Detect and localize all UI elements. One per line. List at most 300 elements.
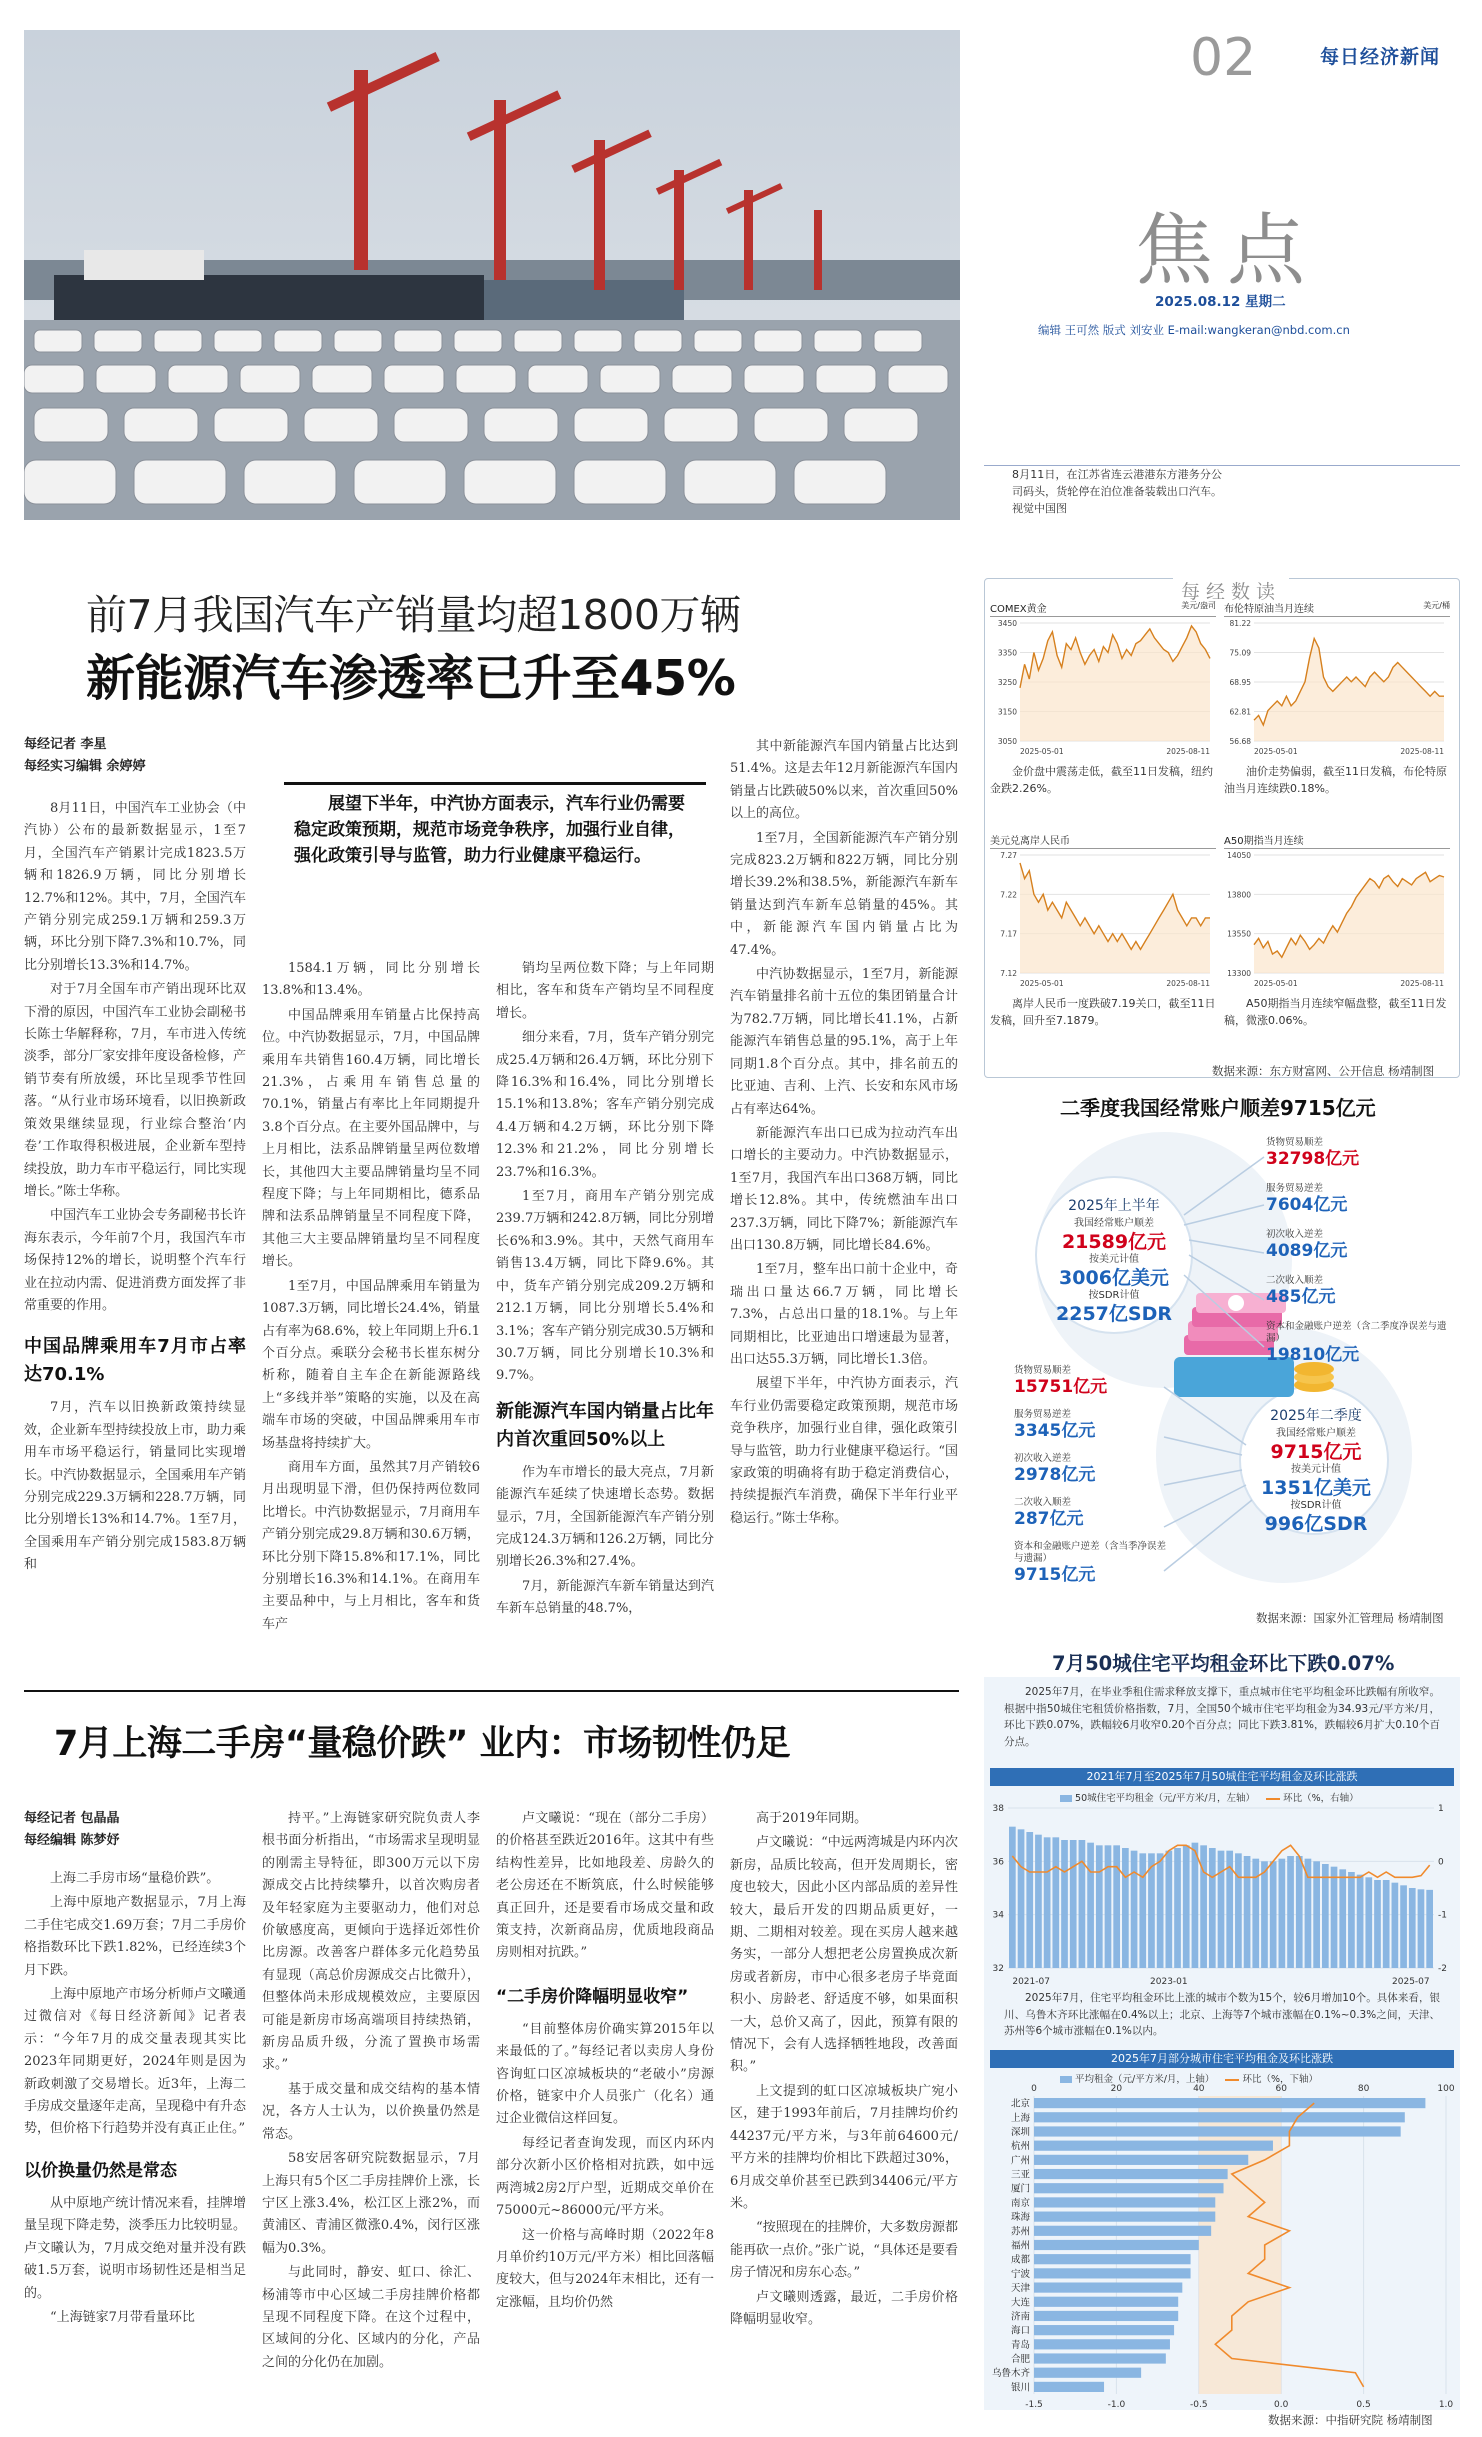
paragraph: 7月，汽车以旧换新政策持续显效，企业新车型持续投放上市，助力乘用车市场平稳运行，销量同比实现增长。中汽协数据显示，全国乘用车产销分别完成229.3万辆和228.7万辆，同比分别增长13%和14.7%。1至7月，全国乘用车产销分别完成1583.8万辆和	[24, 1400, 246, 1573]
city-rent-bar	[1034, 2240, 1199, 2250]
city-rent-bar	[1034, 2197, 1215, 2207]
article1-col1	[24, 798, 246, 1579]
mini-chart-caption: 离岸人民币一度跌破7.19关口，截至11日发稿，回升至7.1879。	[990, 997, 1216, 1027]
rent-bar	[1426, 1890, 1433, 1968]
rent-bar	[1044, 1837, 1051, 1968]
city-label: 南京	[1010, 2197, 1030, 2209]
paragraph: 1584.1万辆，同比分别增长13.8%和13.4%。	[262, 961, 480, 999]
y-tick-label: 3250	[997, 678, 1017, 687]
rent-mid-text: 2025年7月，住宅平均租金环比上涨的城市个数为15个，较6月增加10个。具体来看，银川、乌鲁木齐环比涨幅在0.4%以上；北京、上海等7个城市涨幅在0.1%~0.3%之间，天津、苏州等6个城市涨幅在0.1%以内。	[1004, 1992, 1440, 2037]
mini-chart-header	[1224, 832, 1450, 849]
article2-subhead-2: “二手房价降幅明显收窄”	[496, 1986, 689, 2007]
legend-line2-swatch	[1225, 2079, 1239, 2081]
city-label: 北京	[1010, 2098, 1030, 2110]
mini-chart-unit: 美元/桶	[1423, 601, 1450, 610]
article2-col1	[24, 1868, 246, 2331]
paragraph: 卢文曦则透露，最近，二手房价格降幅明显收窄。	[730, 2289, 958, 2327]
pull-quote	[284, 782, 706, 875]
paragraph: 其中新能源汽车国内销量占比达到51.4%。这是去年12月新能源汽车国内销量占比跌破50%以来，首次重回50%以上的高位。	[730, 739, 958, 822]
summary-caption: 按美元计值	[1089, 1254, 1139, 1265]
article2-col3	[496, 1808, 714, 2316]
y-tick-label: 34	[992, 1910, 1004, 1921]
q2-summary	[1246, 1405, 1386, 1535]
city-rent-bar	[1034, 2212, 1215, 2222]
rent-bar	[1200, 1845, 1207, 1968]
breakdown-label: 二次收入顺差	[1014, 1497, 1072, 1508]
rent-bar	[1209, 1848, 1216, 1968]
section-title: 焦点	[1135, 206, 1320, 296]
rent-bar	[1192, 1843, 1199, 1968]
article2-title: 7月上海二手房“量稳价跌” 业内：市场韧性仍足	[54, 1724, 791, 1764]
paragraph: 中国品牌乘用车销量占比保持高位。中汽协数据显示，7月，中国品牌乘用车共销售160.4万辆，同比增长21.3%，占乘用车销售总量的70.1%，销量占有率比上年同期提升3.8个百分点。在主要外国品牌中，与上月相比，法系品牌销量呈两位数增长，其他四大主要品牌销量均呈不同程度下降；与上年同期相比，德系品牌和法系品牌销量呈不同程度下降，其他三大主要品牌销量均呈不同程度增长。	[262, 1007, 480, 1270]
paragraph: 上海中原地产数据显示，7月上海二手住宅成交1.69万套；7月二手房价格指数环比下跌1.82%，已经连续3个月下跌。	[24, 1895, 246, 1978]
paragraph: 中国汽车工业协会专务副秘书长许海东表示，今年前7个月，我国汽车市场保持12%的增长，说明整个汽车行业在拉动内需、促进消费方面发挥了非常重要的作用。	[24, 1208, 246, 1313]
issue-date: 2025.08.12 星期二	[1155, 294, 1286, 310]
breakdown-item	[1014, 1497, 1174, 1529]
paragraph: 8月11日，中国汽车工业协会（中汽协）公布的最新数据显示，1至7月，全国汽车产销累计完成1823.5万辆和1826.9万辆，同比分别增长12.7%和12%。其中，7月，全国汽车产销分别完成259.1万辆和259.3万辆，环比分别下降7.3%和10.7%，同比分别增长13.3%和14.7%。	[24, 801, 246, 973]
breakdown-label: 服务贸易逆差	[1014, 1409, 1072, 1420]
city-rent-bar	[1034, 2141, 1273, 2151]
rent-bar	[1261, 1861, 1268, 1968]
port-photo-drawing	[24, 30, 960, 520]
y2-tick-label: 0	[1438, 1857, 1444, 1868]
x-tick-label: 2025-08-11	[1400, 979, 1444, 988]
rent-chart2-legend-line: 环比（%，下轴）	[1242, 2074, 1319, 2085]
breakdown-item	[1266, 1183, 1460, 1215]
breakdown-value: 4089亿元	[1266, 1241, 1348, 1261]
breakdown-label: 初次收入逆差	[1014, 1453, 1072, 1464]
rent-bar	[1105, 1845, 1112, 1968]
city-label: 广州	[1010, 2155, 1030, 2167]
article1-col3	[496, 958, 714, 1623]
x-tick-label: 2025-05-01	[1254, 747, 1298, 756]
h1-breakdown	[1266, 1137, 1460, 1379]
y-tick-label: 7.27	[1000, 851, 1017, 860]
article1-col1-body-b	[24, 1397, 246, 1576]
city-label: 成都	[1010, 2254, 1030, 2266]
paragraph: 1至7月，中国品牌乘用车销量为1087.3万辆，同比增长24.4%，销量占有率为68.6%，较上年同期上升6.1个百分点。乘联分会秘书长崔东树分析称，随着自主车企在新能源路线上“多线并举”策略的实施，以及在高端车市场的突破，中国品牌乘用车市场基盘将持续扩大。	[262, 1278, 480, 1451]
rent-bar	[1244, 1856, 1251, 1968]
y-tick-label: 36	[992, 1857, 1004, 1868]
x-tick-label: 2025-07	[1392, 1977, 1430, 1987]
x-bottom-tick-label: -0.5	[1190, 2400, 1208, 2410]
breakdown-item	[1266, 1229, 1460, 1261]
breakdown-item	[1014, 1453, 1174, 1485]
x-bottom-tick-label: 0.0	[1274, 2400, 1289, 2410]
mini-chart-header	[990, 600, 1216, 617]
rent-source: 数据来源：中指研究院 杨靖制图	[1268, 2413, 1433, 2427]
summary-caption: 我国经常账户顺差	[1074, 1218, 1154, 1229]
article2-subhead-1: 以价换量仍然是常态	[24, 2160, 177, 2181]
summary-caption: 我国经常账户顺差	[1276, 1428, 1356, 1439]
x-top-tick-label: 80	[1357, 2084, 1370, 2094]
q2-breakdown	[1014, 1365, 1174, 1597]
article2-reporter: 每经记者 包晶晶	[24, 1811, 120, 1826]
city-label: 苏州	[1010, 2226, 1030, 2238]
paragraph: 1至7月，全国新能源汽车产销分别完成823.2万辆和822万辆，同比分别增长39.2%和38.5%，新能源汽车新车销量达到汽车新车总销量的45%。其中，新能源汽车国内销量占比为47.4%。	[730, 830, 958, 958]
x-bottom-tick-label: -1.0	[1107, 2400, 1126, 2410]
infographic	[984, 1125, 1460, 1605]
article1-col2	[262, 958, 480, 1638]
city-label: 青岛	[1010, 2339, 1030, 2351]
paragraph: 上海二手房市场“量稳价跌”。	[50, 1871, 220, 1886]
rent-bar	[1035, 1835, 1042, 1968]
y-tick-label: 38	[992, 1804, 1004, 1814]
summary-value: 9715亿元	[1270, 1441, 1362, 1463]
page-number: 02	[1190, 28, 1257, 88]
rent-bar	[1131, 1851, 1138, 1968]
article1-title-line1: 前7月我国汽车产销量均超1800万辆	[86, 591, 741, 639]
photo-caption: 8月11日，在江苏省连云港港东方港务分公司码头，货轮停在泊位准备装载出口汽车。 视觉中国图	[1012, 468, 1222, 515]
mini-chart-plot	[990, 849, 1216, 989]
breakdown-value: 19810亿元	[1266, 1345, 1360, 1365]
rent-bar	[1087, 1843, 1094, 1968]
mini-chart-caption: 油价走势偏弱，截至11日发稿，布伦特原油当月连续跌0.18%。	[1224, 765, 1447, 795]
article2-col4-body	[730, 1808, 958, 2331]
h1-summary	[1044, 1195, 1184, 1325]
summary-value: 996亿SDR	[1264, 1513, 1368, 1535]
rent-chart2-title: 2025年7月部分城市住宅平均租金及环比涨跌	[990, 2050, 1454, 2068]
city-rent-bar	[1034, 2282, 1182, 2292]
paragraph: 商用车方面，虽然其7月产销较6月出现明显下滑，但仍保持两位数同比增长。中汽协数据显示，7月商用车产销分别完成29.8万辆和30.6万辆，环比分别下降15.8%和17.1%，同比分别增长16.3%和14.1%。在商用车主要品种中，与上月相比，客车和货车产	[262, 1459, 480, 1632]
paragraph: “目前整体房价确实算2015年以来最低的了。”每经记者以卖房人身份咨询虹口区凉城板块的“老破小”房源价格，链家中介人员张广（化名）通过企业微信这样回复。	[496, 2021, 714, 2127]
mini-chart	[1224, 600, 1450, 797]
rent-bar	[1305, 1859, 1312, 1968]
rent-bar	[1409, 1888, 1416, 1968]
article1-col2-body	[262, 958, 480, 1636]
mini-chart-plot	[1224, 617, 1450, 757]
rent-trend-chart	[984, 1800, 1460, 1990]
paragraph: 58安居客研究院数据显示，7月上海只有5个区二手房挂牌价上涨，长宁区上涨3.4%，松江区上涨2%，而黄浦区、青浦区微涨0.4%，闵行区涨幅为0.3%。	[262, 2151, 480, 2256]
city-label: 乌鲁木齐	[991, 2368, 1030, 2380]
paragraph: 持平。”上海链家研究院负责人李根书面分析指出，“市场需求呈现明显的刚需主导特征，即300万元以下房源成交占比持续攀升，以首次购房者及年轻家庭为主要驱动力，他们对总价敏感度高，更倾向于选择近郊性价比房源。改善客户群体多元化趋势虽有显现（高总价房源成交占比微升），但整体尚未形成规模效应，主要原因可能是新房市场高端项目持续热销，新房品质升级，分流了置换市场需求。”	[262, 1811, 480, 2073]
rent-chart2-legend-bar: 平均租金（元/平方米/月，上轴）	[1075, 2074, 1215, 2085]
article2-col4	[730, 1808, 958, 2333]
city-rent-bar	[1034, 2112, 1405, 2122]
rent-bar	[1165, 1851, 1172, 1968]
y-tick-label: 7.12	[1000, 969, 1017, 978]
rent-title: 7月50城住宅平均租金环比下跌0.07%	[1052, 1652, 1395, 1675]
breakdown-value: 287亿元	[1014, 1509, 1084, 1529]
rent-bar	[1009, 1827, 1016, 1968]
y-tick-label: 13300	[1227, 969, 1251, 978]
editor-line: 编辑 王可然 版式 刘安业 E-mail:wangkeran@nbd.com.cn	[1038, 323, 1350, 337]
article1-subhead-2: 新能源汽车国内销量占比年内首次重回50%以上	[496, 1400, 714, 1450]
city-rent-bar	[1034, 2368, 1141, 2378]
paper-name: 每日经济新闻	[1320, 46, 1441, 68]
rent-bar	[1139, 1853, 1146, 1968]
article1-editor: 每经实习编辑 余婷婷	[24, 759, 146, 774]
rent-bar	[1122, 1848, 1129, 1968]
breakdown-value: 3345亿元	[1014, 1421, 1096, 1441]
article2-editor: 每经编辑 陈梦妤	[24, 1833, 120, 1848]
x-top-tick-label: 0	[1031, 2084, 1037, 2094]
mini-chart-name: 美元兑离岸人民币	[990, 836, 1070, 847]
y-tick-label: 3150	[997, 707, 1017, 717]
y2-tick-label: -1	[1438, 1910, 1447, 1921]
rent-bar	[1235, 1853, 1242, 1968]
data-panel-source: 数据来源：东方财富网、公开信息 杨靖制图	[1212, 1064, 1435, 1078]
city-rent-bar	[1034, 2126, 1401, 2136]
x-top-tick-label: 20	[1110, 2084, 1123, 2094]
section-divider	[24, 1690, 959, 1692]
breakdown-value: 7604亿元	[1266, 1195, 1348, 1215]
article2-col3-body	[496, 1808, 714, 1965]
paragraph: 高于2019年同期。	[756, 1811, 868, 1826]
paragraph: 基于成交量和成交结构的基本情况，各方人士认为，以价换量仍然是常态。	[262, 2081, 480, 2142]
y-tick-label: 13550	[1227, 929, 1251, 939]
summary-caption: 按美元计值	[1291, 1464, 1341, 1475]
city-label: 福州	[1010, 2240, 1030, 2252]
city-rent-bar	[1034, 2155, 1248, 2165]
article1-col4	[730, 736, 958, 1532]
mini-chart	[990, 832, 1216, 1029]
city-label: 海口	[1010, 2325, 1030, 2337]
x-top-tick-label: 60	[1275, 2084, 1287, 2094]
y-tick-label: 13800	[1227, 890, 1251, 900]
article2-col2	[262, 1808, 480, 2376]
breakdown-label: 货物贸易顺差	[1266, 1137, 1324, 1148]
breakdown-value: 485亿元	[1266, 1287, 1336, 1307]
city-rent-bar	[1034, 2339, 1170, 2349]
rent-bar	[1348, 1872, 1355, 1968]
rent-city-chart	[984, 2082, 1460, 2412]
y-tick-label: 75.09	[1229, 648, 1251, 658]
breakdown-value: 2978亿元	[1014, 1465, 1096, 1485]
paragraph: 1至7月，商用车产销分别完成239.7万辆和242.8万辆，同比分别增长6%和3.9%。其中，天然气商用车销售13.4万辆，同比下降9.6%。其中，货车产销分别完成209.2万辆和212.1万辆，同比分别增长5.4%和3.1%；客车产销分别完成30.5万辆和30.7万辆，同比分别增长10.3%和9.7%。	[496, 1189, 714, 1384]
mini-chart-name: A50期指当月连续	[1224, 836, 1304, 847]
rent-bar	[1322, 1864, 1329, 1968]
city-label: 上海	[1010, 2112, 1030, 2124]
rent-bar	[1174, 1848, 1181, 1968]
y-tick-label: 32	[992, 1964, 1004, 1974]
series-area	[1020, 626, 1210, 741]
city-rent-bar	[1034, 2353, 1166, 2363]
breakdown-value: 9715亿元	[1014, 1565, 1096, 1585]
y-tick-label: 3050	[997, 737, 1017, 746]
article2-col1-body-b	[24, 2193, 246, 2329]
paragraph: 上海中原地产市场分析师卢文曦通过微信对《每日经济新闻》记者表示：“今年7月的成交量表现其实比2023年同期更好，2024年则是因为新政刺激了交易增长。近3年，上海二手房成交量逐年走高，呈现稳中有升态势，但价格下行趋势并没有真正止住。”	[24, 1987, 246, 2137]
paragraph: 1至7月，整车出口前十企业中，奇瑞出口量达66.7万辆，同比增长7.3%，占总出口量的18.1%。与上年同期相比，比亚迪出口增速最为显著，出口达55.3万辆，同比增长1.3倍。	[730, 1262, 958, 1367]
x-tick-label: 2025-05-01	[1254, 979, 1298, 988]
rent-bar	[1383, 1880, 1390, 1968]
paragraph: 卢文曦说：“现在（部分二手房）的价格甚至跌近2016年。这其中有些结构性差异，比如地段差、房龄久的老公房还在不断筑底，什么时候能够真正回升，还是要看市场成交量和政策支持，次新商品房，优质地段商品房则相对抗跌。”	[496, 1811, 714, 1961]
mini-chart-plot	[990, 617, 1216, 757]
rent-bar	[1400, 1885, 1407, 1968]
y-tick-label: 7.17	[1000, 929, 1017, 939]
article1-col3-body	[496, 958, 714, 1388]
paragraph: 从中原地产统计情况来看，挂牌增量呈现下降走势，淡季压力比较明显。卢文曦认为，7月成交绝对量并没有跌破1.5万套，说明市场韧性还是相当足的。	[24, 2195, 246, 2301]
rent-bar	[1339, 1869, 1346, 1968]
paragraph: 细分来看，7月，货车产销分别完成25.4万辆和26.4万辆，环比分别下降16.3%和16.4%，同比分别增长15.1%和13.8%；客车产销分别完成4.4万辆和4.2万辆，环比分别下降12.3%和21.2%，同比分别增长23.7%和16.3%。	[496, 1030, 714, 1180]
city-label: 珠海	[1010, 2212, 1030, 2224]
summary-value: 3006亿美元	[1059, 1267, 1169, 1289]
port-photo	[24, 30, 960, 520]
rent-bar	[1357, 1875, 1364, 1968]
rent-bar	[1270, 1861, 1277, 1968]
x-bottom-tick-label: 0.5	[1356, 2400, 1371, 2410]
breakdown-label: 货物贸易顺差	[1014, 1365, 1072, 1376]
article1-title-line2: 新能源汽车渗透率已升至45%	[86, 650, 736, 707]
mini-chart-header	[1224, 600, 1450, 617]
city-label: 宁波	[1010, 2268, 1030, 2280]
paragraph: 新能源汽车出口已成为拉动汽车出口增长的主要动力。中汽协数据显示，1至7月，我国汽车出口368万辆，同比增长12.8%。其中，传统燃油车出口237.3万辆，同比下降7%；新能源汽车出口130.8万辆，同比增长84.6%。	[730, 1125, 958, 1253]
rent-bar	[1218, 1851, 1225, 1968]
breakdown-value: 32798亿元	[1266, 1149, 1360, 1169]
rent-intro: 2025年7月，在毕业季租住需求释放支撑下，重点城市住宅平均租金环比跌幅有所收窄。根据中指50城住宅租赁价格指数，7月，全国50个城市住宅平均租金为34.93元/平方米/月，环比下跌0.07%，跌幅较6月收窄0.20个百分点；同比下跌3.81%，跌幅较6月扩大0.10个百分点。	[1004, 1686, 1440, 1748]
rent-bar	[1052, 1837, 1059, 1968]
paragraph: 对于7月全国车市产销出现环比双下滑的原因，中国汽车工业协会副秘书长陈士华解释称，7月，车市进入传统淡季，部分厂家安排年度设备检修，产销节奏有所放缓，环比呈现季节性回落。“从行业市场环境看，以旧换新政策效果继续显现，行业综合整治‘内卷’工作取得积极进展，企业新车型持续投放，助力车市平稳运行，同比实现增长。”陈士华称。	[24, 982, 246, 1199]
summary-value: 21589亿元	[1061, 1231, 1167, 1253]
rent-bar	[1392, 1883, 1399, 1968]
rent-bar	[1113, 1845, 1120, 1968]
breakdown-label: 初次收入逆差	[1266, 1229, 1324, 1240]
city-label: 济南	[1010, 2311, 1030, 2323]
breakdown-value: 15751亿元	[1014, 1377, 1108, 1397]
rent-bar	[1070, 1840, 1077, 1968]
breakdown-item	[1266, 1137, 1460, 1169]
mini-chart-header	[990, 832, 1216, 849]
city-label: 三亚	[1010, 2169, 1030, 2181]
data-panel-title: 每经数读	[1173, 577, 1289, 604]
paragraph: 中汽协数据显示，1至7月，新能源汽车销量排名前十五位的集团销量合计为782.7万辆，同比增长41.1%，占新能源汽车销售总量的95.1%，高于上年同期1.8个百分点。其中，排名前五的比亚迪、吉利、上汽、长安和东风市场占有率达64%。	[730, 967, 958, 1117]
rent-bar	[1374, 1880, 1381, 1968]
paragraph: 7月，新能源汽车新车销量达到汽车新车总销量的48.7%，	[496, 1578, 714, 1617]
paragraph: 销均呈两位数下降；与上年同期相比，客车和货车产销均呈不同程度增长。	[496, 961, 714, 1021]
summary-label: 2025年上半年	[1068, 1198, 1160, 1214]
paragraph: 卢文曦说：“中远两湾城是内环内次新房，品质比较高，但开发周期长，密度也较大，因此小区内部品质的差异性较大，最后开发的四期品质更好，一期、二期相对较差。现在买房人越来越务实，一部分人想把老公房置换成次新房或者新房，市中心很多老房子毕竟面积小、房龄老、舒适度不够，如果面积一大，总价又高了，因此，预算有限的情况下，会有人选择牺牲地段，改善面积。”	[730, 1835, 958, 2075]
series-area	[1254, 872, 1444, 973]
city-rent-bar	[1034, 2382, 1104, 2392]
article1-subhead-1: 中国品牌乘用车7月市占率达70.1%	[24, 1336, 246, 1386]
x-tick-label: 2025-05-01	[1020, 747, 1064, 756]
y2-tick-label: -2	[1438, 1964, 1447, 1974]
rent-chart1-title: 2021年7月至2025年7月50城住宅平均租金及环比涨跌	[990, 1768, 1454, 1786]
x-tick-label: 2021-07	[1012, 1977, 1050, 1987]
mini-chart-unit: 美元/盎司	[1181, 601, 1216, 610]
paragraph: 与此同时，静安、虹口、徐汇、杨浦等市中心区域二手房挂牌价格都呈现不同程度下降。在这个过程中，区域间的分化、区域内的分化，产品之间的分化仍在加剧。	[262, 2265, 480, 2370]
rent-bar	[1365, 1877, 1372, 1968]
city-rent-bar	[1034, 2268, 1191, 2278]
y-tick-label: 7.22	[1000, 890, 1017, 900]
mini-chart-caption: A50期指当月连续窄幅盘整，截至11日发稿，微涨0.06%。	[1224, 997, 1447, 1027]
infographic-title: 二季度我国经常账户顺差9715亿元	[1060, 1096, 1376, 1120]
city-rent-bar	[1034, 2325, 1174, 2335]
mini-chart-plot	[1224, 849, 1450, 989]
city-label: 杭州	[1010, 2141, 1030, 2153]
y2-tick-label: 1	[1438, 1804, 1444, 1814]
rent-bar	[1157, 1853, 1164, 1968]
paragraph: 上文提到的虹口区凉城板块广宛小区，建于1993年前后，7月挂牌均价约44237元/平方米，与3年前64600元/平方米的挂牌均价相比下跌超过30%，6月成交单价甚至已跌到34406元/平方米。	[730, 2083, 958, 2211]
series-area	[1254, 639, 1444, 742]
mini-chart	[1224, 832, 1450, 1029]
article1-reporter: 每经记者 李星	[24, 737, 107, 752]
rent-bar	[1096, 1845, 1103, 1968]
y-tick-label: 68.95	[1229, 678, 1251, 687]
y-tick-label: 3350	[997, 648, 1017, 658]
y-tick-label: 3450	[997, 619, 1017, 628]
city-label: 天津	[1010, 2283, 1030, 2295]
breakdown-label: 资本和金融账户逆差（含二季度净误差与遗漏）	[1266, 1321, 1447, 1344]
rent-bar	[1287, 1856, 1294, 1968]
paragraph: 作为车市增长的最大亮点，7月新能源汽车延续了快速增长态势。数据显示，7月，全国新能源汽车产销分别完成124.3万辆和126.2万辆，同比分别增长26.3%和27.4%。	[496, 1464, 714, 1570]
rent-chart1-legend-line: 环比（%，右轴）	[1283, 1793, 1359, 1804]
city-rent-bar	[1034, 2254, 1191, 2264]
x-top-tick-label: 40	[1193, 2084, 1205, 2094]
article1-col1-body	[24, 798, 246, 1317]
x-top-tick-label: 100	[1437, 2084, 1455, 2094]
y-tick-label: 62.81	[1229, 707, 1251, 717]
x-tick-label: 2023-01	[1150, 1977, 1188, 1987]
rent-bar	[1079, 1840, 1086, 1968]
city-rent-bar	[1034, 2169, 1228, 2179]
rent-bar	[1279, 1859, 1286, 1968]
mini-chart-name: COMEX黄金	[990, 604, 1047, 615]
paragraph: 这一价格与高峰时期（2022年8月单价约10万元/平方米）相比回落幅度较大，但与2024年末相比，还有一定涨幅，且均价仍然	[496, 2227, 714, 2310]
city-label: 深圳	[1010, 2126, 1030, 2138]
y-tick-label: 56.68	[1229, 737, 1251, 746]
city-label: 大连	[1010, 2297, 1030, 2309]
x-bottom-tick-label: 1.0	[1438, 2400, 1454, 2410]
rent-bar	[1296, 1856, 1303, 1968]
summary-value: 2257亿SDR	[1056, 1303, 1172, 1325]
mini-chart	[990, 600, 1216, 797]
city-label: 银川	[1010, 2382, 1030, 2394]
infographic-source: 数据来源：国家外汇管理局 杨靖制图	[1256, 1611, 1444, 1625]
y-tick-label: 81.22	[1229, 619, 1251, 628]
breakdown-label: 服务贸易逆差	[1266, 1183, 1324, 1194]
city-label: 厦门	[1010, 2183, 1030, 2195]
rent-bar	[1331, 1867, 1338, 1968]
mini-chart-name: 布伦特原油当月连续	[1224, 604, 1314, 615]
article2-col1-body	[24, 1868, 246, 2141]
city-label: 合肥	[1010, 2354, 1030, 2366]
breakdown-label: 二次收入顺差	[1266, 1275, 1324, 1286]
article1-col3-body-b	[496, 1462, 714, 1621]
city-rent-bar	[1034, 2226, 1211, 2236]
breakdown-label: 资本和金融账户逆差（含当季净误差与遗漏）	[1014, 1541, 1167, 1564]
paragraph: 展望下半年，中汽协方面表示，汽车行业仍需要稳定政策预期，规范市场竞争秩序，加强行业自律，强化政策引导与监管，助力行业健康平稳运行。“国家政策的明确将有助于稳定消费信心，持续提振汽车消费，确保下半年行业平稳运行。”陈士华称。	[730, 1376, 958, 1526]
rent-bar	[1026, 1832, 1033, 1968]
breakdown-item	[1266, 1275, 1460, 1307]
city-rent-bar	[1034, 2183, 1224, 2193]
mini-chart-caption: 金价盘中震荡走低，截至11日发稿，纽约金跌2.26%。	[990, 765, 1213, 795]
paragraph: 每经记者查询发现，而区内环内部分次新小区价格相对抗跌，如中远两湾城2房2厅户型，近期成交单价在75000元~86000元/平方米。	[496, 2135, 714, 2219]
breakdown-item	[1014, 1365, 1174, 1397]
breakdown-item	[1266, 1321, 1460, 1365]
summary-caption: 按SDR计值	[1088, 1290, 1140, 1301]
city-rent-bar	[1034, 2098, 1425, 2108]
pull-quote-text: 展望下半年，中汽协方面表示，汽车行业仍需要稳定政策预期，规范市场竞争秩序，加强行业自律，强化政策引导与监管，助力行业健康平稳运行。	[294, 794, 685, 866]
city-rent-bar	[1034, 2311, 1178, 2321]
summary-value: 1351亿美元	[1261, 1477, 1371, 1499]
x-tick-label: 2025-08-11	[1166, 979, 1210, 988]
breakdown-item	[1014, 1541, 1174, 1585]
rent-bar	[1018, 1829, 1025, 1968]
y-tick-label: 14050	[1227, 851, 1251, 860]
summary-caption: 按SDR计值	[1290, 1500, 1342, 1511]
city-rent-bar	[1034, 2297, 1178, 2307]
rent-chart1-legend-bar: 50城住宅平均租金（元/平方米/月，左轴）	[1075, 1793, 1256, 1804]
paragraph: “按照现在的挂牌价，大多数房源都能再砍一点价。”张广说，“具体还是要看房子情况和房东心态。”	[730, 2220, 958, 2281]
x-tick-label: 2025-08-11	[1400, 747, 1444, 756]
x-bottom-tick-label: -1.5	[1025, 2400, 1043, 2410]
paragraph: “上海链家7月带看量环比	[50, 2309, 195, 2325]
article2-col2-body	[262, 1808, 480, 2374]
rent-bar	[1183, 1845, 1190, 1968]
breakdown-item	[1014, 1409, 1174, 1441]
x-tick-label: 2025-05-01	[1020, 979, 1064, 988]
